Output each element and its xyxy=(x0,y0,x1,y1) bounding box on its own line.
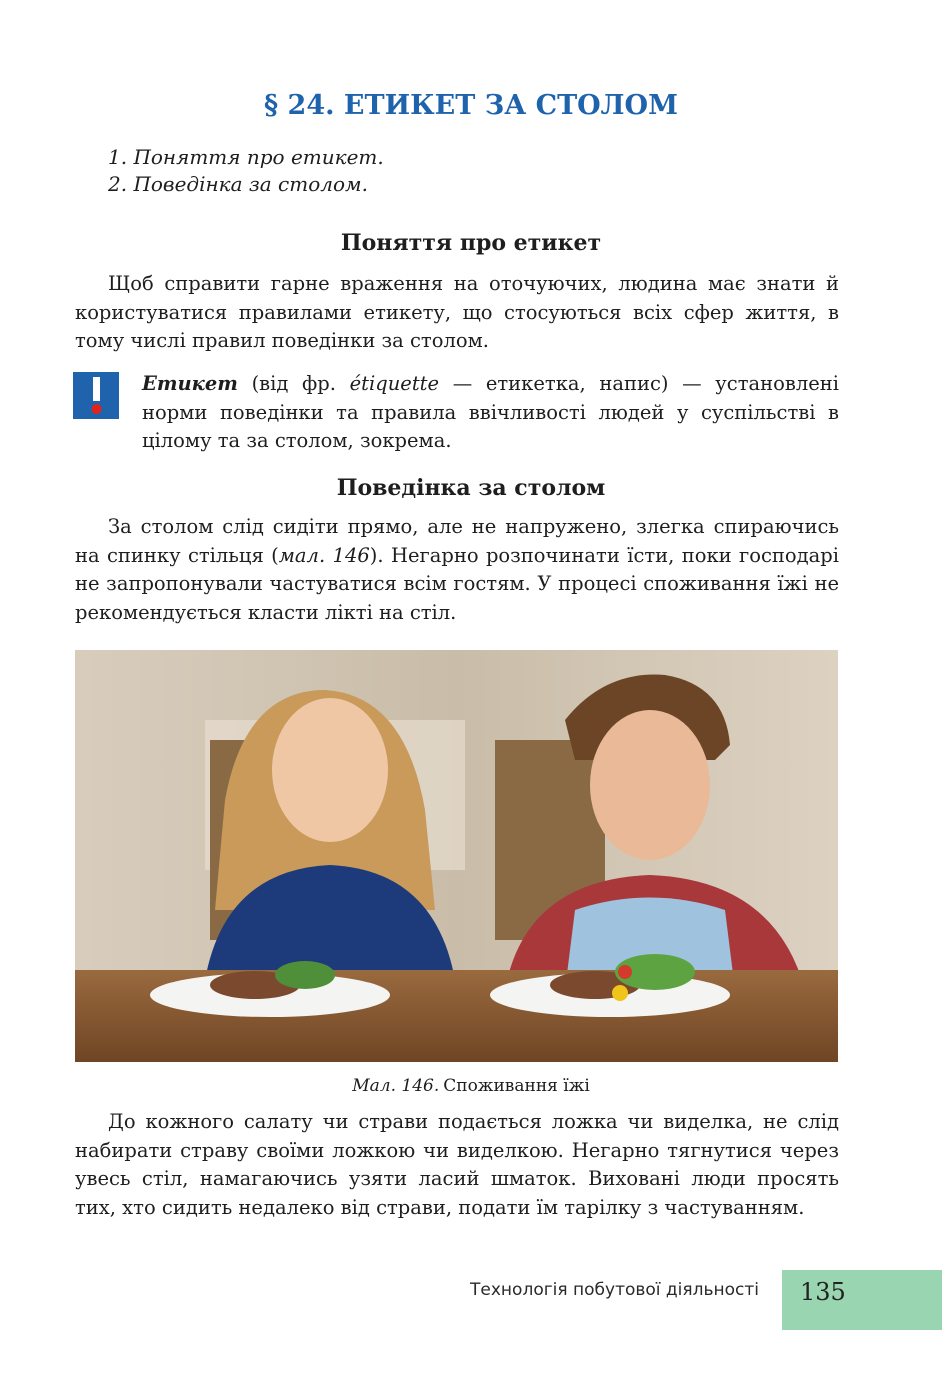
footer-subject: Технологія побутової діяльності xyxy=(470,1280,759,1300)
figure-label: Мал. 146. xyxy=(352,1076,440,1096)
figure-caption xyxy=(0,1076,942,1096)
definition-intro: (від фр. xyxy=(237,372,350,395)
plan-item-1: 1. Поняття про етикет. xyxy=(108,145,384,169)
definition-term: Етикет xyxy=(142,372,238,395)
important-note-icon xyxy=(73,372,119,419)
figure-caption-text: Споживання їжі xyxy=(443,1076,590,1096)
page-number: 135 xyxy=(800,1278,846,1306)
section-heading-concept: Поняття про етикет xyxy=(340,230,602,256)
paragraph-concept: Щоб справити гарне враження на оточуючих, людина має знати й користуватися правилами етикету, що стосуються всіх сфер життя, в тому числі правил поведінки за столом. xyxy=(75,272,839,352)
definition-block xyxy=(142,370,839,456)
plan-item-2: 2. Поведінка за столом. xyxy=(108,172,368,196)
paragraph-behavior-part1: За столом слід сидіти прямо, але не напружено, злегка спираючись на спинку стільця ( xyxy=(75,515,839,567)
paragraph-cutlery: До кожного салату чи страви подається ложка чи виделка, не слід набирати страву своїми ложкою чи виделкою. Негарно тягнутися через увесь стіл, намагаючись узяти ласий шматок. Виховані люди просять тих, хто сидить недалеко від страви, подати їм тарілку з частуванням. xyxy=(75,1110,839,1219)
paragraph-behavior-part2: ). Негарно розпочинати їсти, поки господарі не запропонували частуватися всім гостям. У процесі споживання їжі не рекомендується класти лікті на стіл. xyxy=(75,543,840,624)
photo-children-eating xyxy=(75,650,838,1062)
definition-foreign-word: étiquette xyxy=(349,372,440,395)
section-heading-behavior: Поведінка за столом xyxy=(336,475,606,501)
paragraph-behavior xyxy=(75,513,839,627)
definition-text: — етикетка, напис) — установлені норми поведінки та правила ввічливості людей у суспільстві в цілому та за столом, зокрема. xyxy=(142,372,839,452)
chapter-title: § 24. ЕТИКЕТ ЗА СТОЛОМ xyxy=(264,90,678,121)
figure-reference: мал. 146 xyxy=(278,543,370,567)
